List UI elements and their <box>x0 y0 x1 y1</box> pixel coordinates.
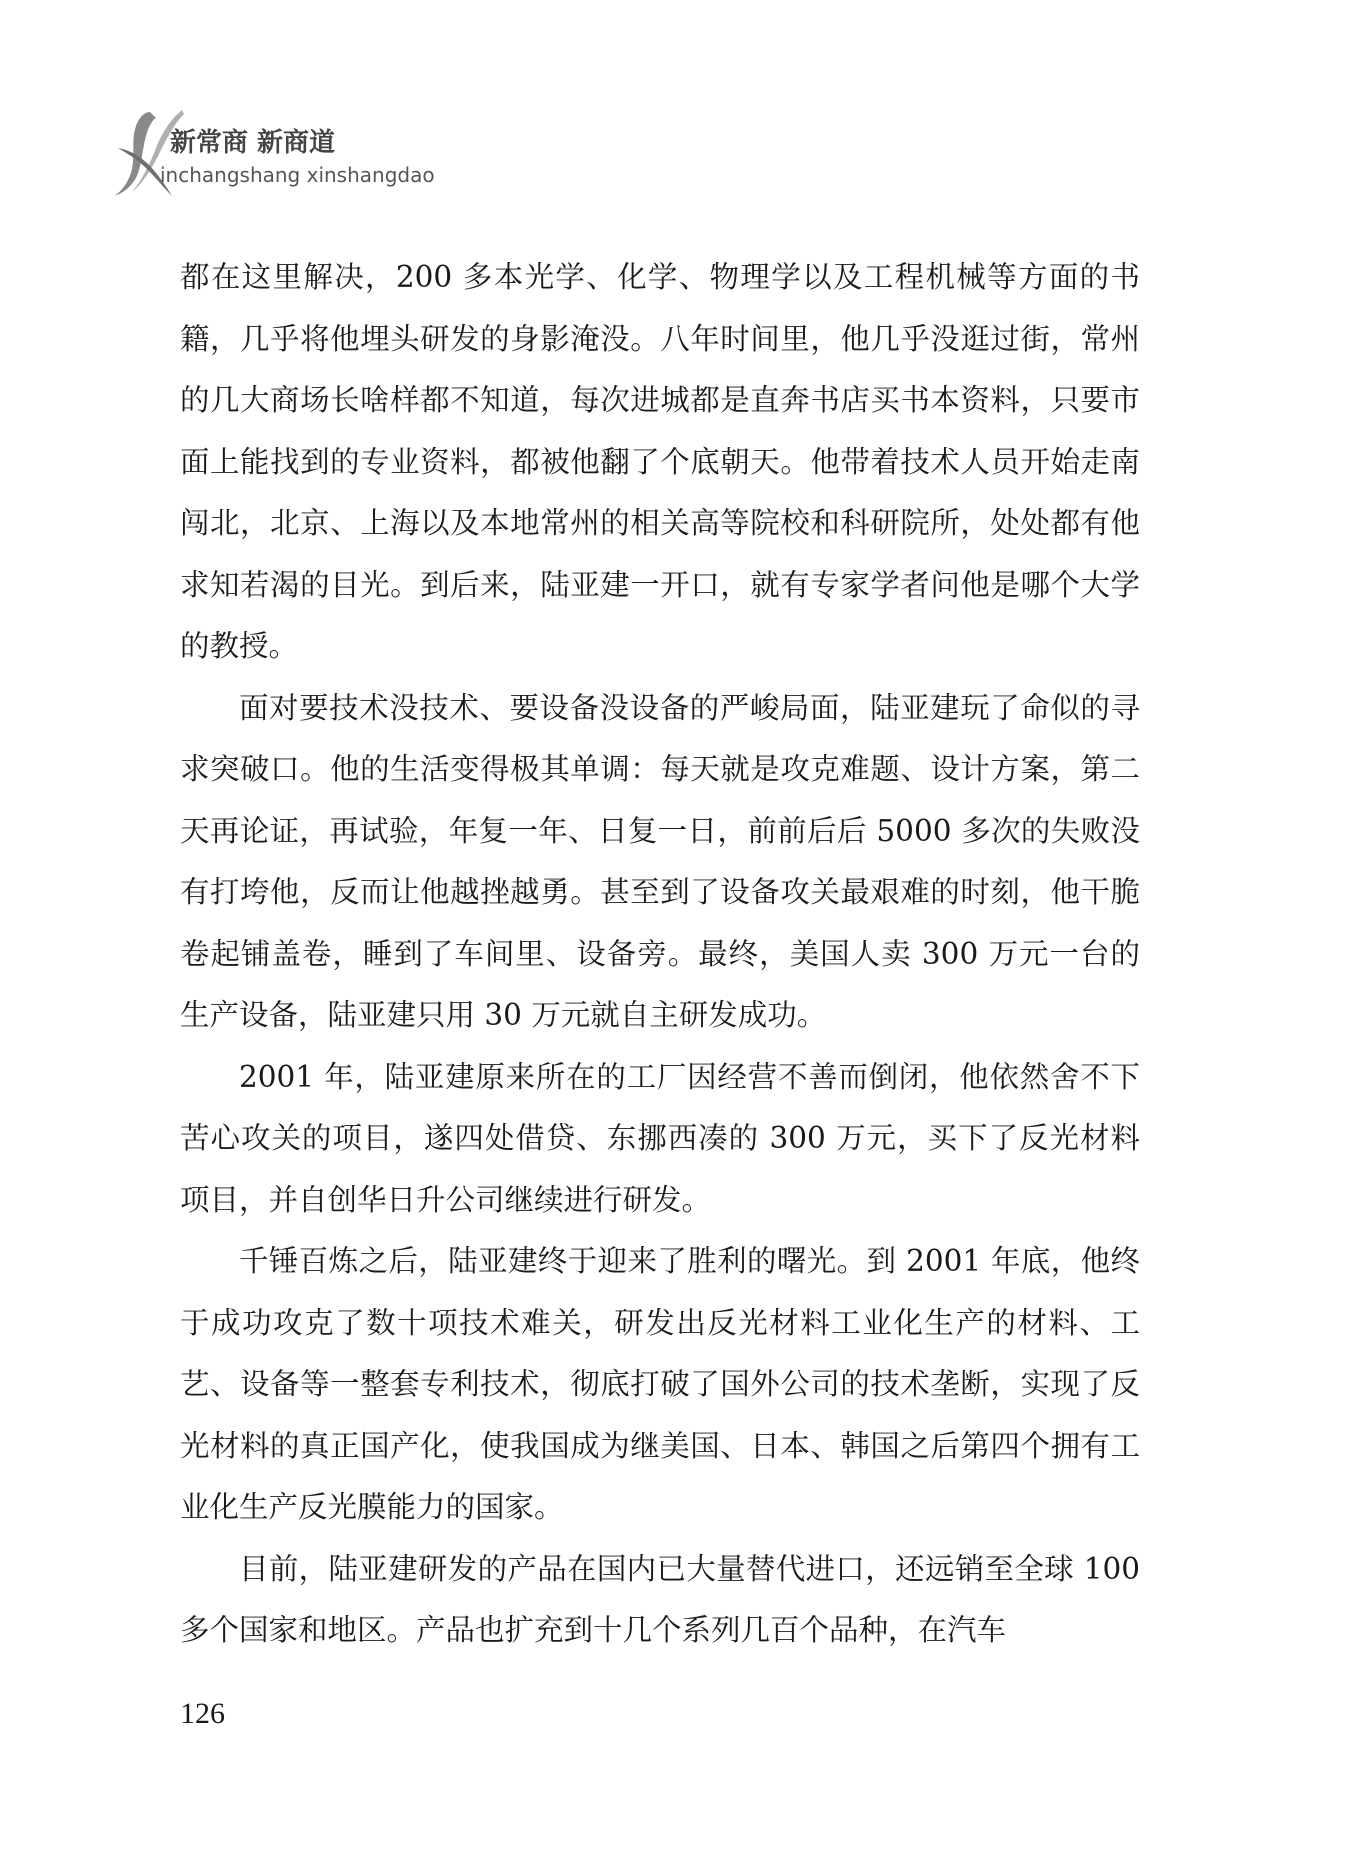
article-body <box>180 247 1140 1662</box>
paragraph: 面对要技术没技术、要设备没设备的严峻局面，陆亚建玩了命似的寻求突破口。他的生活变得极其单调：每天就是攻克难题、设计方案，第二天再论证，再试验，年复一年、日复一日，前前后后 5000 多次的失败没有打垮他，反而让他越挫越勇。甚至到了设备攻关最艰难的时刻，他干脆卷起铺盖卷，睡到了车间里、设备旁。最终，美国人卖 300 万元一台的生产设备，陆亚建只用 30 万元就自主研发成功。 <box>180 690 1140 1032</box>
header-title-chinese: 新常商 新商道 <box>170 128 336 158</box>
paragraph: 都在这里解决，200 多本光学、化学、物理学以及工程机械等方面的书籍，几乎将他埋头研发的身影淹没。八年时间里，他几乎没逛过街，常州的几大商场长啥样都不知道，每次进城都是直奔书店买书本资料，只要市面上能找到的专业资料，都被他翻了个底朝天。他带着技术人员开始走南闯北，北京、上海以及本地常州的相关高等院校和科研院所，处处都有他求知若渴的目光。到后来，陆亚建一开口，就有专家学者问他是哪个大学的教授。 <box>180 260 1140 663</box>
paragraph: 目前，陆亚建研发的产品在国内已大量替代进口，还远销至全球 100 多个国家和地区。产品也扩充到十几个系列几百个品种，在汽车 <box>180 1551 1140 1647</box>
page-number: 126 <box>180 1697 225 1730</box>
paragraph: 千锤百炼之后，陆亚建终于迎来了胜利的曙光。到 2001 年底，他终于成功攻克了数十项技术难关，研发出反光材料工业化生产的材料、工艺、设备等一整套专利技术，彻底打破了国外公司的技术垄断，实现了反光材料的真正国产化，使我国成为继美国、日本、韩国之后第四个拥有工业化生产反光膜能力的国家。 <box>180 1244 1140 1524</box>
paragraph: 2001 年，陆亚建原来所在的工厂因经营不善而倒闭，他依然舍不下苦心攻关的项目，遂四处借贷、东挪西凑的 300 万元，买下了反光材料项目，并自创华日升公司继续进行研发。 <box>180 1059 1140 1217</box>
running-header <box>112 108 442 208</box>
header-title-pinyin: inchangshang xinshangdao <box>160 163 435 187</box>
